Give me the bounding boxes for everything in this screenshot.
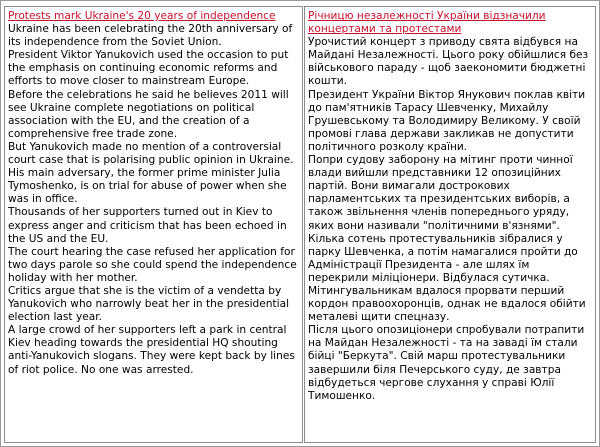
english-paragraph: Critics argue that she is the victim of a vendetta by Yanukovich who narrowly beat her in the presidential election last year. <box>8 284 290 324</box>
english-article-title[interactable]: Protests mark Ukraine's 20 years of independence <box>8 10 276 22</box>
english-paragraph: Thousands of her supporters turned out in Kiev to express anger and criticism that has been echoed in the US and the EU. <box>8 206 287 245</box>
ukrainian-article-column <box>304 6 596 443</box>
ukrainian-article-title[interactable]: Річницю незалежності України відзначили концертами та протестами <box>308 10 546 36</box>
english-paragraph: Ukraine has been celebrating the 20th anniversary of its independence from the Soviet Union. <box>8 23 293 49</box>
ukrainian-paragraph: Президент України Віктор Янукович поклав квіти до пам'ятників Тарасу Шевченку, Михайлу Грушевському та Володимиру Великому. У своїй промові глава держави закликав не допустити політичного розколу країни. <box>308 88 586 153</box>
english-paragraph: Before the celebrations he said he believes 2011 will see Ukraine complete negotiations on political association with the EU, and the creation of a comprehensive free trade zone. <box>8 88 289 140</box>
english-paragraph: A large crowd of her supporters left a park in central Kiev heading towards the presidential HQ shouting anti-Yanukovich slogans. They were kept back by lines of riot police. No one was arrested. <box>8 324 295 376</box>
ukrainian-paragraph: Кілька сотень протестувальників зібралися у парку Шевченка, а потім намагалися пройти до Адміністрації Президента - але шлях їм перекрили міліціонери. Відбулася сутичка. Мітингувальникам вдалося прорвати перший кордон правоохоронців, однак не вдалося обійти металеві щити спецназу. <box>308 232 586 324</box>
english-article-column <box>4 6 303 443</box>
ukrainian-paragraph: Урочистий концерт з приводу свята відбувся на Майдані Незалежності. Цього року обійшлися без військового параду - щоб заекономити бюджетні кошти. <box>308 36 589 88</box>
ukrainian-paragraph: Попри судову заборону на мітинг проти чинної влади вийшли представники 12 опозиційних партій. Вони вимагали дострокових парламентських та президентських виборів, а також звільнення членів попереднього уряду, яких вони називали "політичними в'язнями". <box>308 154 573 232</box>
english-paragraph: The court hearing the case refused her application for two days parole so she could spend the independence holiday with her mother. <box>8 245 297 284</box>
english-paragraph: President Viktor Yanukovich used the occasion to put the emphasis on continuing economic reforms and efforts to move closer to mainstream Europe. <box>8 49 289 88</box>
ukrainian-paragraph: Після цього опозиціонери спробували потрапити на Майдан Незалежності - та на заваді їм стали бійці "Беркута". Свій марш протестувальники завершили біля Печерського суду, де завтра відбудеться чергове слухання у справі Юлії Тимошенко. <box>308 324 585 402</box>
english-paragraph: But Yanukovich made no mention of a controversial court case that is polarising public opinion in Ukraine. His main adversary, the former prime minister Julia Tymoshenko, is on trial for abuse of power when she was in office. <box>8 140 294 206</box>
